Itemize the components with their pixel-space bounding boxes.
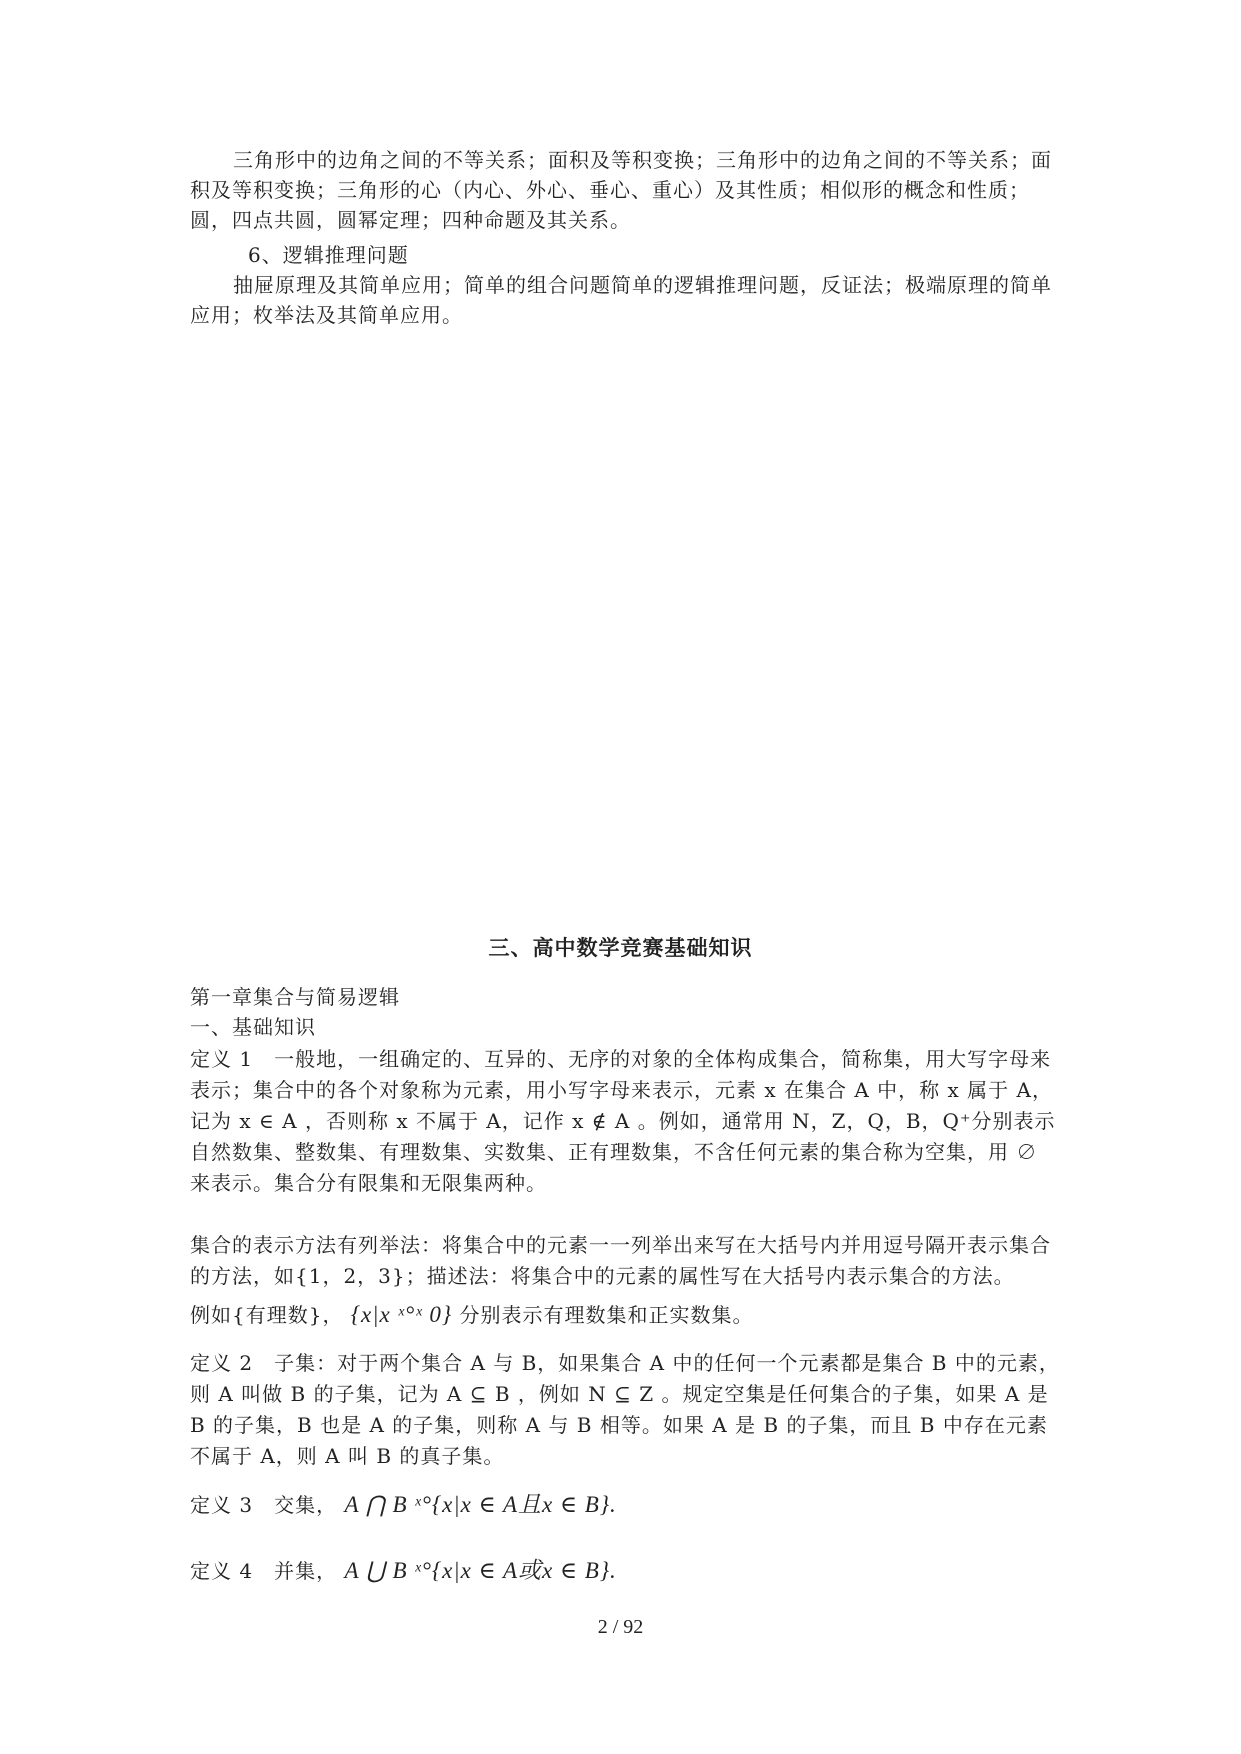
paragraph-geometry-topics: 三角形中的边角之间的不等关系；面积及等积变换；三角形中的边角之间的不等关系；面积及等积变换；三角形的心（内心、外心、垂心、重心）及其性质；相似形的概念和性质；圆，四点共圆，圆幂定理；四种命题及其关系。 — [190, 148, 1052, 232]
section-title: 三、高中数学竞赛基础知识 — [488, 936, 753, 960]
set-representation-paragraph: 集合的表示方法有列举法：将集合中的元素一一列举出来写在大括号内并用逗号隔开表示集合的方法，如{1，2，3}；描述法：将集合中的元素的属性写在大括号内表示集合的方法。 — [190, 1233, 1051, 1288]
intersection-formula: A ⋂ B ˣ°{x|x ∈ A且x ∈ B}. — [344, 1492, 617, 1517]
definition-3 — [190, 1490, 1070, 1520]
paragraph-logic-topics: 抽屉原理及其简单应用；简单的组合问题简单的逻辑推理问题，反证法；极端原理的简单应用；枚举法及其简单应用。 — [190, 273, 1052, 327]
page-number: 2 / 92 — [597, 1616, 644, 1638]
union-formula: A ⋃ B ˣ°{x|x ∈ A或x ∈ B}. — [344, 1558, 617, 1583]
subheading-basics: 一、基础知识 — [190, 1015, 316, 1039]
definition-4-label: 定义 4 并集， — [190, 1559, 338, 1583]
example-line — [190, 1300, 1070, 1330]
example-formula: {x|x ˣ°ˣ 0} — [350, 1302, 453, 1327]
definition-1: 定义 1 一般地，一组确定的、互异的、无序的对象的全体构成集合，简称集，用大写字母来表示；集合中的各个对象称为元素，用小写字母来表示，元素 x 在集合 A 中，称 x 属于 A，记为 x ∈ A ，否则称 x 不属于 A，记作 x ∉ A 。例如，通常用 N，Z，Q，B，Q⁺分别表示自然数集、整数集、有理数集、实数集、正有理数集，不含任何元素的集合称为空集，用 ∅ 来表示。集合分有限集和无限集两种。 — [190, 1047, 1056, 1195]
definition-4 — [190, 1556, 1070, 1586]
definition-2: 定义 2 子集：对于两个集合 A 与 B，如果集合 A 中的任何一个元素都是集合 B 中的元素，则 A 叫做 B 的子集，记为 A ⊆ B ，例如 N ⊆ Z 。规定空集是任何集合的子集，如果 A 是 B 的子集，B 也是 A 的子集，则称 A 与 B 相等。如果 A 是 B 的子集，而且 B 中存在元素不属于 A，则 A 叫 B 的真子集。 — [190, 1351, 1060, 1468]
chapter-heading: 第一章集合与简易逻辑 — [190, 985, 400, 1009]
definition-3-label: 定义 3 交集， — [190, 1493, 338, 1517]
heading-logic-reasoning: 6、逻辑推理问题 — [248, 243, 409, 267]
example-text-after: 分别表示有理数集和正实数集。 — [459, 1303, 754, 1327]
example-text-before: 例如{有理数}， — [190, 1303, 344, 1327]
